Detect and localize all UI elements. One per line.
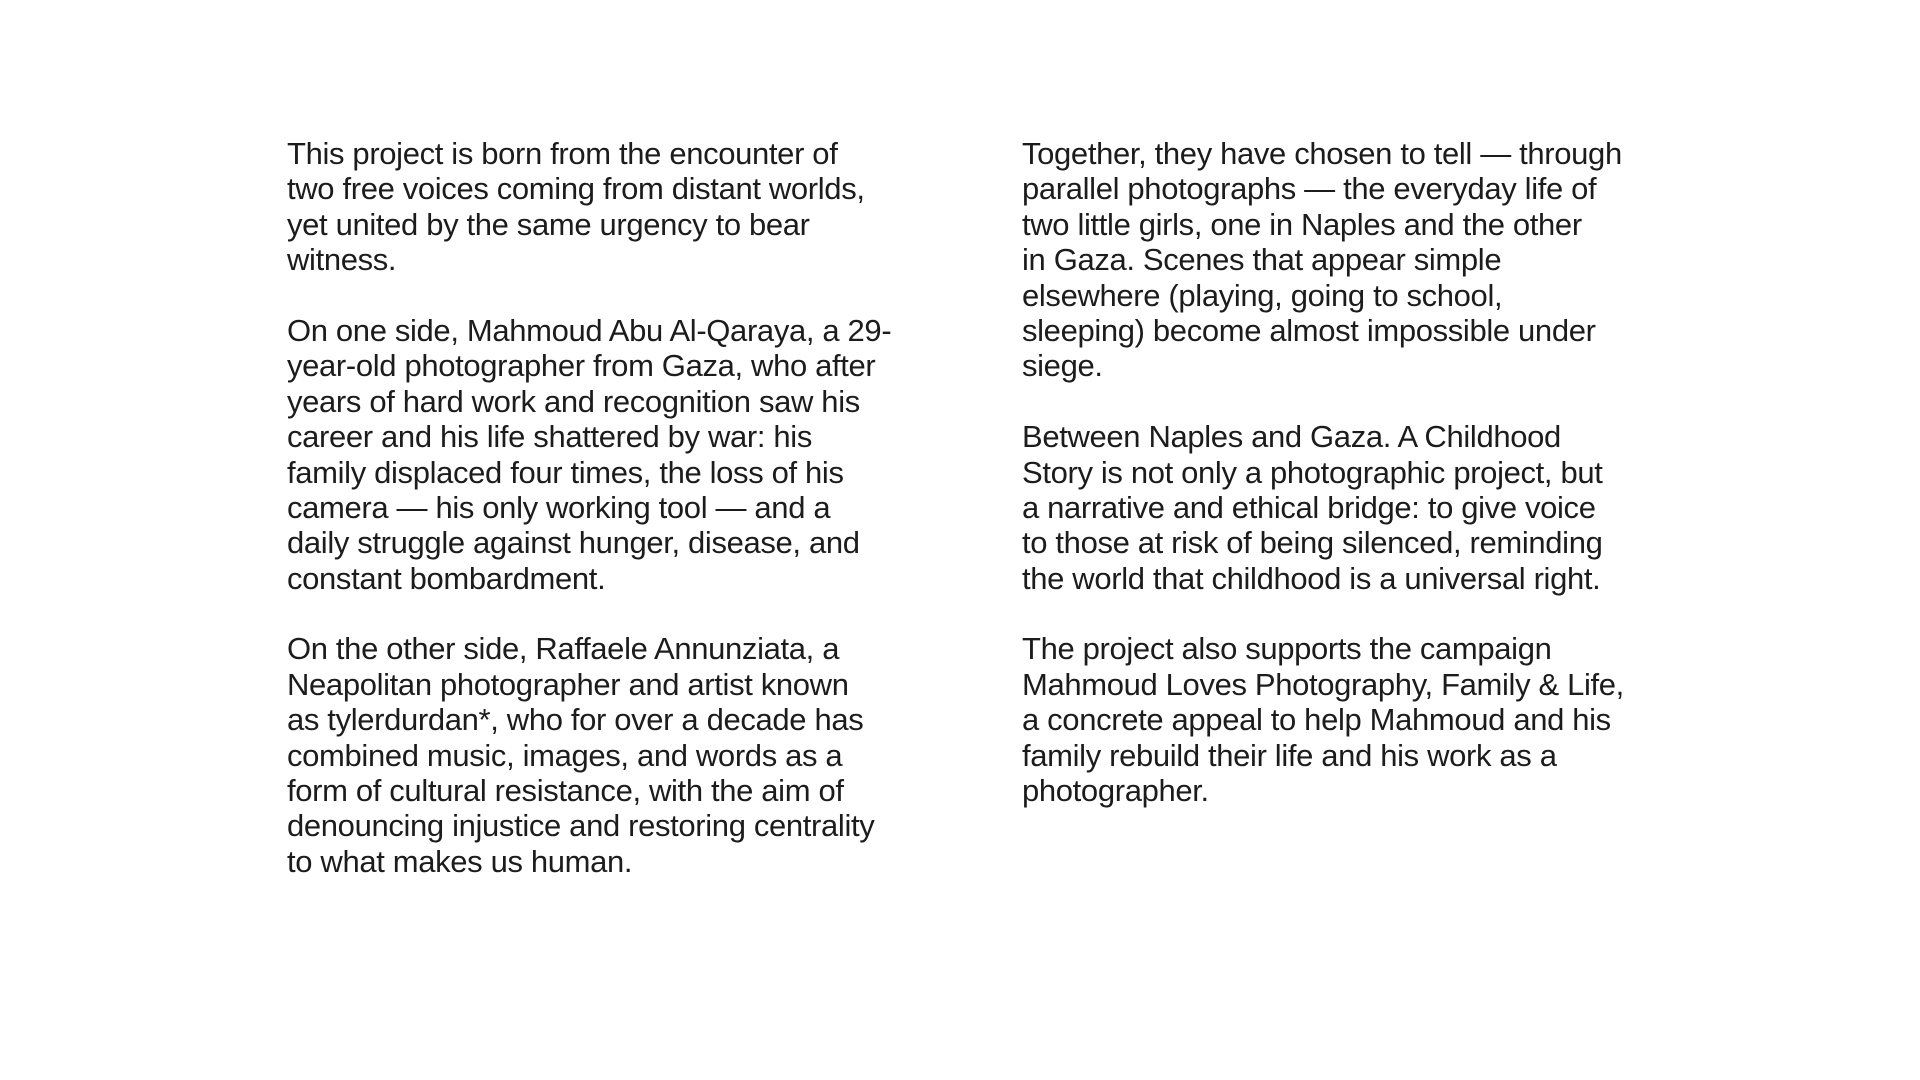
text-line: yet united by the same urgency to bear	[287, 206, 810, 242]
text-line: On one side, Mahmoud Abu Al-Qaraya, a 29-	[287, 312, 892, 348]
text-line: Between Naples and Gaza. A Childhood	[1022, 419, 1561, 455]
text-line: form of cultural resistance, with the aim of	[287, 773, 844, 809]
text-line: to those at risk of being silenced, reminding	[1022, 525, 1603, 561]
text-line: On the other side, Raffaele Annunziata, a	[287, 631, 840, 667]
text-line: career and his life shattered by war: his	[287, 419, 812, 455]
text-line: The project also supports the campaign	[1022, 631, 1552, 667]
text-line: photographer.	[1022, 773, 1209, 809]
text-line: camera — his only working tool — and a	[287, 489, 831, 525]
text-line: sleeping) become almost impossible under	[1022, 312, 1596, 348]
text-line: parallel photographs — the everyday life of	[1022, 171, 1597, 207]
text-line: a narrative and ethical bridge: to give voice	[1022, 489, 1596, 525]
text-line: family rebuild their life and his work as a	[1022, 737, 1557, 773]
paragraph-together	[1022, 136, 1722, 384]
paragraph-campaign	[1022, 631, 1722, 808]
paragraph-encounter	[287, 136, 967, 278]
right-column	[1022, 136, 1722, 844]
paragraph-mahmoud	[287, 313, 967, 596]
text-line: year-old photographer from Gaza, who after	[287, 348, 876, 384]
text-line: elsewhere (playing, going to school,	[1022, 277, 1503, 313]
text-line: two little girls, one in Naples and the other	[1022, 206, 1582, 242]
text-line: This project is born from the encounter of	[287, 136, 838, 171]
text-line: constant bombardment.	[287, 560, 606, 596]
text-line: two free voices coming from distant worlds,	[287, 171, 865, 207]
text-line: daily struggle against hunger, disease, and	[287, 525, 860, 561]
text-line: as tylerdurdan*, who for over a decade has	[287, 702, 864, 738]
text-line: siege.	[1022, 348, 1103, 384]
paragraph-raffaele	[287, 631, 967, 879]
text-line: Mahmoud Loves Photography, Family & Life,	[1022, 666, 1624, 702]
text-line: Story is not only a photographic project, but	[1022, 454, 1603, 490]
text-line: family displaced four times, the loss of his	[287, 454, 844, 490]
text-line: combined music, images, and words as a	[287, 737, 843, 773]
text-line: a concrete appeal to help Mahmoud and his	[1022, 702, 1611, 738]
text-line: denouncing injustice and restoring centrality	[287, 808, 875, 844]
text-line: Neapolitan photographer and artist known	[287, 666, 849, 702]
text-line: Together, they have chosen to tell — through	[1022, 136, 1622, 171]
text-line: in Gaza. Scenes that appear simple	[1022, 242, 1502, 278]
paragraph-bridge	[1022, 419, 1722, 596]
left-column	[287, 136, 967, 915]
text-line: to what makes us human.	[287, 843, 633, 879]
text-line: the world that childhood is a universal right.	[1022, 560, 1601, 596]
text-line: witness.	[287, 242, 397, 278]
text-line: years of hard work and recognition saw his	[287, 383, 860, 419]
